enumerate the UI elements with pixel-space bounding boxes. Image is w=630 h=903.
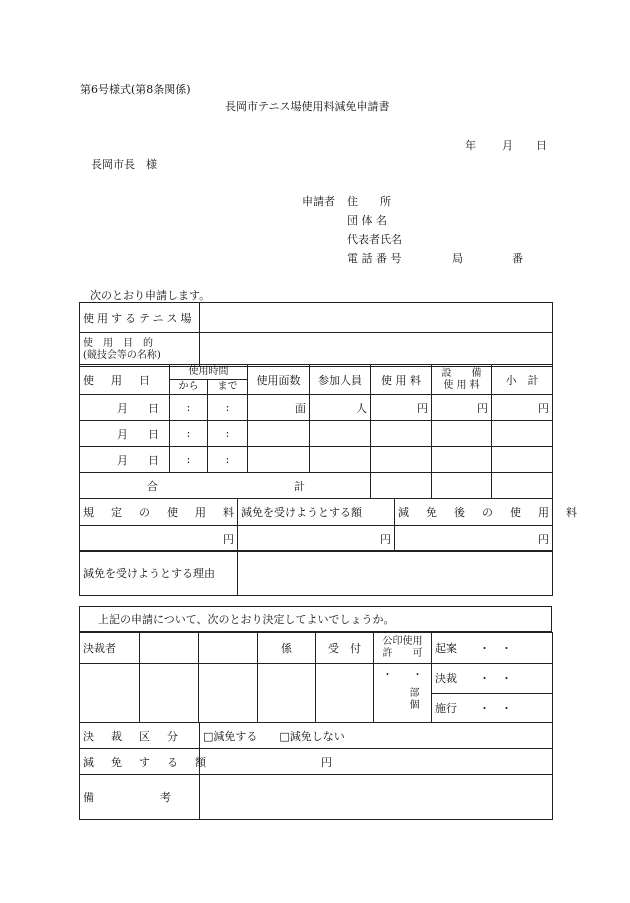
after-fee-field[interactable]: 円 (395, 526, 553, 552)
approver-stamp-2[interactable] (140, 664, 199, 723)
total-equip[interactable] (432, 473, 492, 499)
intro-text: 次のとおり申請します。 (90, 289, 211, 302)
remarks-label: 備 考 (80, 775, 200, 820)
reduce-amount-field[interactable] (200, 749, 553, 775)
enforce-dots: ・ ・ (479, 701, 512, 715)
total-row (80, 473, 553, 499)
tel-ban: 番 (512, 252, 523, 265)
total-fee[interactable] (371, 473, 432, 499)
court-field[interactable] (200, 303, 553, 333)
table-row (80, 395, 553, 421)
court-label: 使用するテニス場 (80, 303, 200, 333)
enforce-label: 施行 (435, 701, 457, 715)
applicant-tel-label: 電 話 番 号 (347, 252, 402, 265)
decision-intro: 上記の申請について、次のとおり決定してよいでしょうか。 (80, 607, 552, 632)
tel-kyoku: 局 (452, 252, 463, 265)
approve-cell[interactable] (432, 664, 553, 694)
reason-field[interactable] (238, 551, 553, 596)
row-day: 日 (148, 453, 159, 467)
row-subtotal[interactable]: 円 (492, 395, 553, 421)
usage-detail-table (79, 364, 553, 499)
reduce-amount-yen: 円 (321, 755, 332, 769)
people-col-header: 参加人員 (310, 365, 371, 395)
fee-col-header: 使 用 料 (371, 365, 432, 395)
approve-label: 決裁 (435, 672, 457, 686)
table-row (80, 421, 553, 447)
equip-col-header-1: 設 備 (441, 367, 482, 379)
category-options (200, 723, 553, 749)
draft-cell[interactable] (432, 633, 553, 664)
time-to-header: まで (208, 380, 248, 395)
reduction-amount-field[interactable]: 円 (238, 526, 395, 552)
approver-stamp-1[interactable] (80, 664, 140, 723)
reason-table (79, 550, 553, 596)
row-equip[interactable] (432, 421, 492, 447)
row-day: 日 (148, 427, 159, 441)
draft-label: 起案 (435, 642, 457, 655)
row-month: 月 (117, 401, 128, 415)
staff-label: 係 (258, 633, 316, 664)
table-row (80, 447, 553, 473)
row-people[interactable]: 人 (310, 395, 371, 421)
purpose-label-1: 使 用 目 的 (83, 337, 153, 349)
seal-dots: ・ ・ (382, 670, 423, 681)
applicant-rep-label: 代表者氏名 (347, 233, 402, 246)
row-area[interactable] (248, 447, 310, 473)
row-subtotal[interactable] (492, 447, 553, 473)
total-label (80, 473, 371, 499)
draft-dots: ・ ・ (479, 642, 512, 655)
row-to[interactable]: : (208, 447, 248, 473)
staff-stamp[interactable] (258, 664, 316, 723)
row-month: 月 (117, 427, 128, 441)
row-equip[interactable]: 円 (432, 395, 492, 421)
applicant-address-label: 住 所 (347, 195, 391, 208)
form-title: 長岡市テニス場使用料減免申請書 (225, 100, 390, 113)
equip-col-header-2: 使 用 料 (443, 379, 480, 391)
row-to[interactable]: : (208, 395, 248, 421)
decision-table (79, 632, 553, 723)
row-from[interactable]: : (170, 421, 208, 447)
addressee: 長岡市長 様 (91, 158, 157, 171)
date-day: 日 (536, 139, 547, 152)
subtotal-col-header: 小 計 (492, 365, 553, 395)
total-subtotal[interactable] (492, 473, 553, 499)
approver-blank-1[interactable] (140, 633, 199, 664)
total-label-2: 計 (294, 479, 305, 493)
approver-blank-2[interactable] (199, 633, 258, 664)
row-date[interactable] (80, 421, 170, 447)
row-people[interactable] (310, 447, 371, 473)
total-label-1: 合 (147, 479, 158, 493)
part-label-2: 個 (409, 700, 420, 711)
row-equip[interactable] (432, 447, 492, 473)
row-from[interactable]: : (170, 395, 208, 421)
remarks-field[interactable] (200, 775, 553, 820)
date-month: 月 (502, 139, 513, 152)
part-label-1: 部 (409, 688, 420, 699)
category-label: 決 裁 区 分 (80, 723, 200, 749)
time-from-header: から (170, 380, 208, 395)
row-area[interactable] (248, 421, 310, 447)
seal-permit-cell[interactable] (374, 664, 432, 723)
reduction-amount-label: 減免を受けようとする額 (238, 499, 395, 526)
approver-stamp-3[interactable] (199, 664, 258, 723)
row-date[interactable] (80, 395, 170, 421)
usage-table (79, 302, 553, 367)
row-area[interactable]: 面 (248, 395, 310, 421)
after-fee-label: 減 免 後 の 使 用 料 (395, 499, 553, 526)
receipt-label: 受 付 (316, 633, 374, 664)
decision-detail-table (79, 722, 553, 820)
option-reduce[interactable]: □減免する (203, 729, 258, 743)
purpose-label-2: (競技会等の名称) (83, 349, 161, 361)
date-col-header: 使 用 日 (80, 365, 170, 395)
enforce-cell[interactable] (432, 693, 553, 723)
reason-label: 減免を受けようとする理由 (80, 551, 238, 596)
approve-dots: ・ ・ (479, 672, 512, 686)
row-subtotal[interactable] (492, 421, 553, 447)
reduction-table (79, 498, 580, 552)
row-month: 月 (117, 453, 128, 467)
option-no-reduce[interactable]: □減免しない (279, 729, 345, 743)
row-to[interactable]: : (208, 421, 248, 447)
row-from[interactable]: : (170, 447, 208, 473)
approver-label: 決裁者 (80, 633, 140, 664)
row-date[interactable] (80, 447, 170, 473)
decision-intro-table (79, 606, 552, 632)
seal-permit-label (374, 633, 432, 664)
equip-col-header (432, 365, 492, 395)
row-fee[interactable] (371, 447, 432, 473)
form-number: 第6号様式(第8条関係) (80, 83, 191, 96)
regular-fee-field[interactable]: 円 (80, 526, 238, 552)
row-people[interactable] (310, 421, 371, 447)
seal-label-2: 許 可 (382, 648, 423, 659)
purpose-field[interactable] (200, 333, 553, 367)
row-fee[interactable]: 円 (371, 395, 432, 421)
receipt-stamp[interactable] (316, 664, 374, 723)
applicant-label: 申請者 (302, 195, 335, 208)
row-fee[interactable] (371, 421, 432, 447)
time-col-header: 使用時間 (170, 365, 248, 380)
area-col-header: 使用面数 (248, 365, 310, 395)
applicant-group-label: 団 体 名 (347, 214, 387, 227)
date-year: 年 (465, 139, 476, 152)
row-day: 日 (148, 401, 159, 415)
reduce-amount-label: 減 免 す る 額 (80, 749, 200, 775)
regular-fee-label: 規 定 の 使 用 料 (80, 499, 238, 526)
seal-label-1: 公印使用 (382, 636, 423, 647)
purpose-label (80, 333, 200, 367)
